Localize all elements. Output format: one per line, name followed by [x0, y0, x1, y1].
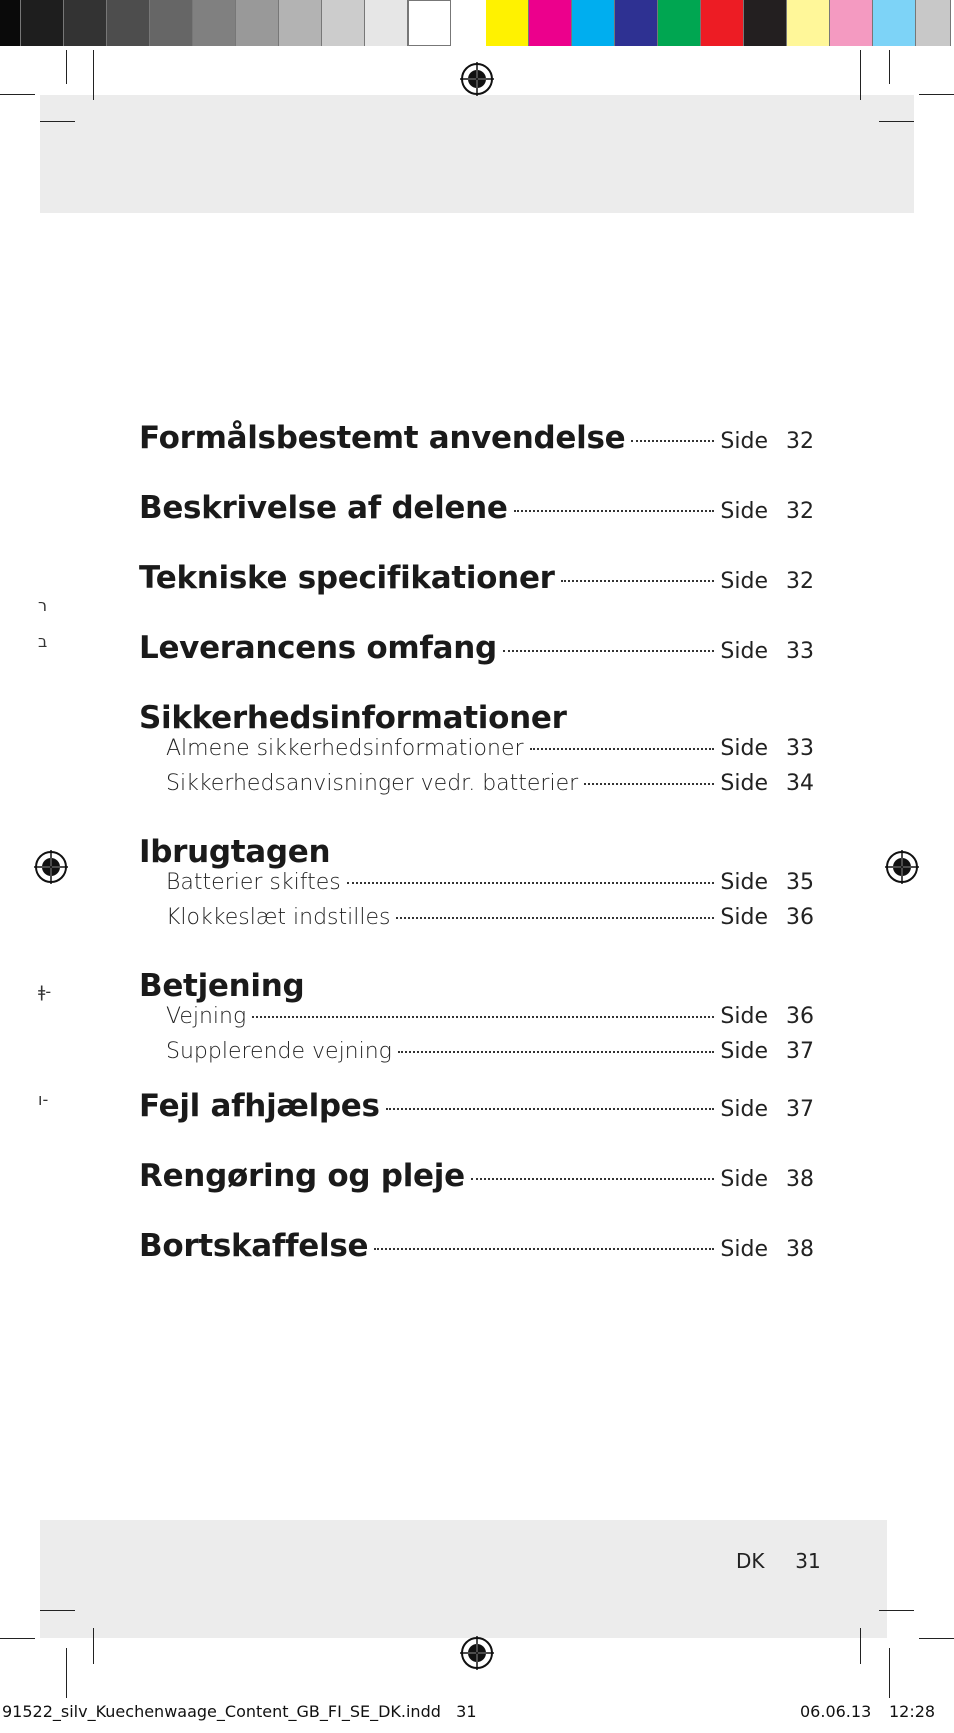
dot-leader: [252, 1016, 714, 1018]
slug-date: 06.06.13: [800, 1702, 872, 1721]
toc-subentry[interactable]: [139, 771, 814, 806]
toc-page-number: 33: [786, 639, 814, 664]
crop-mark: [919, 94, 954, 95]
slug-filename: 91522_silv_Kuechenwaage_Content_GB_FI_SE_DK.indd 31: [2, 1702, 477, 1721]
color-calibration-bar-colors: [486, 0, 951, 46]
pink-swatch: [830, 0, 873, 46]
gray-swatch: [64, 0, 107, 46]
toc-side-label: Side: [720, 1097, 768, 1122]
toc-entry[interactable]: [139, 420, 814, 490]
toc-page-number: 36: [786, 905, 814, 930]
toc-side-label: Side: [720, 736, 768, 761]
crop-mark: [0, 94, 35, 95]
toc-section-title: Betjening: [139, 968, 305, 1004]
crop-mark: [919, 1638, 954, 1639]
toc-side-label: Side: [720, 771, 768, 796]
toc-page-number: 36: [786, 1004, 814, 1029]
blue-swatch: [615, 0, 658, 46]
dot-leader: [386, 1108, 715, 1110]
registration-mark-icon: [885, 850, 919, 884]
toc-entry[interactable]: [139, 1158, 814, 1228]
gray-swatch: [236, 0, 279, 46]
toc-entry[interactable]: [139, 630, 814, 700]
crop-mark: [66, 50, 67, 84]
dot-leader: [347, 882, 715, 884]
gray-swatch: [322, 0, 365, 46]
toc-side-label: Side: [720, 1237, 768, 1262]
toc-subentry[interactable]: [139, 1004, 814, 1039]
light-cyan-swatch: [873, 0, 916, 46]
header-band: [40, 95, 914, 213]
toc-entry[interactable]: [139, 490, 814, 560]
crop-mark: [40, 121, 75, 122]
red-swatch: [701, 0, 744, 46]
toc-side-label: Side: [720, 1004, 768, 1029]
toc-page-number: 33: [786, 736, 814, 761]
registration-mark-icon: [460, 1636, 494, 1670]
gray-swatch: [365, 0, 408, 46]
toc-page-number: 37: [786, 1097, 814, 1122]
toc-section-heading[interactable]: [139, 700, 814, 736]
dot-leader: [503, 650, 715, 652]
edge-text-fragment: ǂ-: [38, 982, 52, 1001]
dot-leader: [584, 783, 714, 785]
registration-mark-icon: [460, 62, 494, 96]
toc-section-heading[interactable]: [139, 834, 814, 870]
toc-entry-title: Fejl afhjælpes: [139, 1088, 380, 1124]
green-swatch: [658, 0, 701, 46]
light-yellow-swatch: [787, 0, 830, 46]
gray-swatch: [193, 0, 236, 46]
toc-page-number: 37: [786, 1039, 814, 1064]
gray-swatch: [916, 0, 951, 46]
crop-mark: [0, 1638, 35, 1639]
toc-page-number: 34: [786, 771, 814, 796]
dot-leader: [396, 917, 714, 919]
dot-leader: [374, 1248, 714, 1250]
toc-page-number: 32: [786, 499, 814, 524]
toc-entry-title: Leverancens omfang: [139, 630, 497, 666]
page-footer: [736, 1549, 821, 1573]
yellow-swatch: [486, 0, 529, 46]
toc-page-number: 32: [786, 429, 814, 454]
crop-mark: [860, 50, 861, 100]
crop-mark: [879, 1610, 914, 1611]
gray-swatch: [279, 0, 322, 46]
table-of-contents: [139, 420, 814, 1298]
gray-swatch: [150, 0, 193, 46]
toc-side-label: Side: [720, 499, 768, 524]
dot-leader: [514, 510, 715, 512]
toc-section-heading[interactable]: [139, 968, 814, 1004]
toc-subentry-title: Supplerende vejning: [166, 1039, 392, 1064]
toc-entry-title: Bortskaffelse: [139, 1228, 369, 1264]
gray-swatch: [0, 0, 21, 46]
toc-entry-title: Formålsbestemt anvendelse: [139, 420, 626, 456]
toc-page-number: 35: [786, 870, 814, 895]
toc-entry-title: Beskrivelse af delene: [139, 490, 508, 526]
color-calibration-bar-grays: [0, 0, 451, 46]
edge-text-fragment: ר: [38, 596, 48, 615]
language-code: DK: [736, 1549, 765, 1573]
magenta-swatch: [529, 0, 572, 46]
toc-subentry[interactable]: [139, 905, 814, 940]
crop-mark: [889, 50, 890, 84]
toc-side-label: Side: [720, 429, 768, 454]
toc-side-label: Side: [720, 1167, 768, 1192]
crop-mark: [860, 1628, 861, 1664]
toc-subentry-title: Batterier skiftes: [166, 870, 341, 895]
gray-swatch: [107, 0, 150, 46]
crop-mark: [93, 50, 94, 100]
toc-subentry-title: Klokkeslæt indstilles: [166, 905, 391, 930]
toc-page-number: 32: [786, 569, 814, 594]
toc-side-label: Side: [720, 1039, 768, 1064]
toc-subentry[interactable]: [139, 1039, 814, 1074]
dot-leader: [530, 748, 715, 750]
footer-band: [40, 1520, 887, 1638]
edge-text-fragment: ב: [38, 632, 48, 651]
gray-swatch: [408, 0, 451, 46]
toc-page-number: 38: [786, 1237, 814, 1262]
gray-swatch: [21, 0, 64, 46]
toc-subentry-title: Vejning: [166, 1004, 247, 1029]
edge-text-fragment: ı-: [38, 1090, 49, 1109]
toc-entry-title: Tekniske specifikationer: [139, 560, 555, 596]
dot-leader: [561, 580, 715, 582]
toc-entry[interactable]: [139, 1088, 814, 1158]
crop-mark: [40, 1610, 75, 1611]
crop-mark: [889, 1648, 890, 1698]
toc-side-label: Side: [720, 569, 768, 594]
slug-time: 12:28: [889, 1702, 936, 1721]
dot-leader: [631, 440, 714, 442]
toc-entry[interactable]: [139, 1228, 814, 1298]
dot-leader: [398, 1051, 715, 1053]
toc-entry[interactable]: [139, 560, 814, 630]
toc-page-number: 38: [786, 1167, 814, 1192]
cyan-swatch: [572, 0, 615, 46]
black-swatch: [744, 0, 787, 46]
toc-side-label: Side: [720, 905, 768, 930]
toc-subentry-title: Sikkerhedsanvisninger vedr. batterier: [166, 771, 579, 796]
toc-side-label: Side: [720, 639, 768, 664]
toc-subentry-title: Almene sikkerhedsinformationer: [166, 736, 524, 761]
crop-mark: [879, 121, 914, 122]
toc-entry-title: Rengøring og pleje: [139, 1158, 465, 1194]
crop-mark: [93, 1628, 94, 1664]
toc-side-label: Side: [720, 870, 768, 895]
crop-mark: [66, 1648, 67, 1698]
registration-mark-icon: [34, 850, 68, 884]
toc-subentry[interactable]: [139, 870, 814, 905]
page-number: 31: [795, 1549, 821, 1573]
toc-subentry[interactable]: [139, 736, 814, 771]
toc-section-title: Ibrugtagen: [139, 834, 331, 870]
dot-leader: [471, 1178, 715, 1180]
toc-section-title: Sikkerhedsinformationer: [139, 700, 567, 736]
